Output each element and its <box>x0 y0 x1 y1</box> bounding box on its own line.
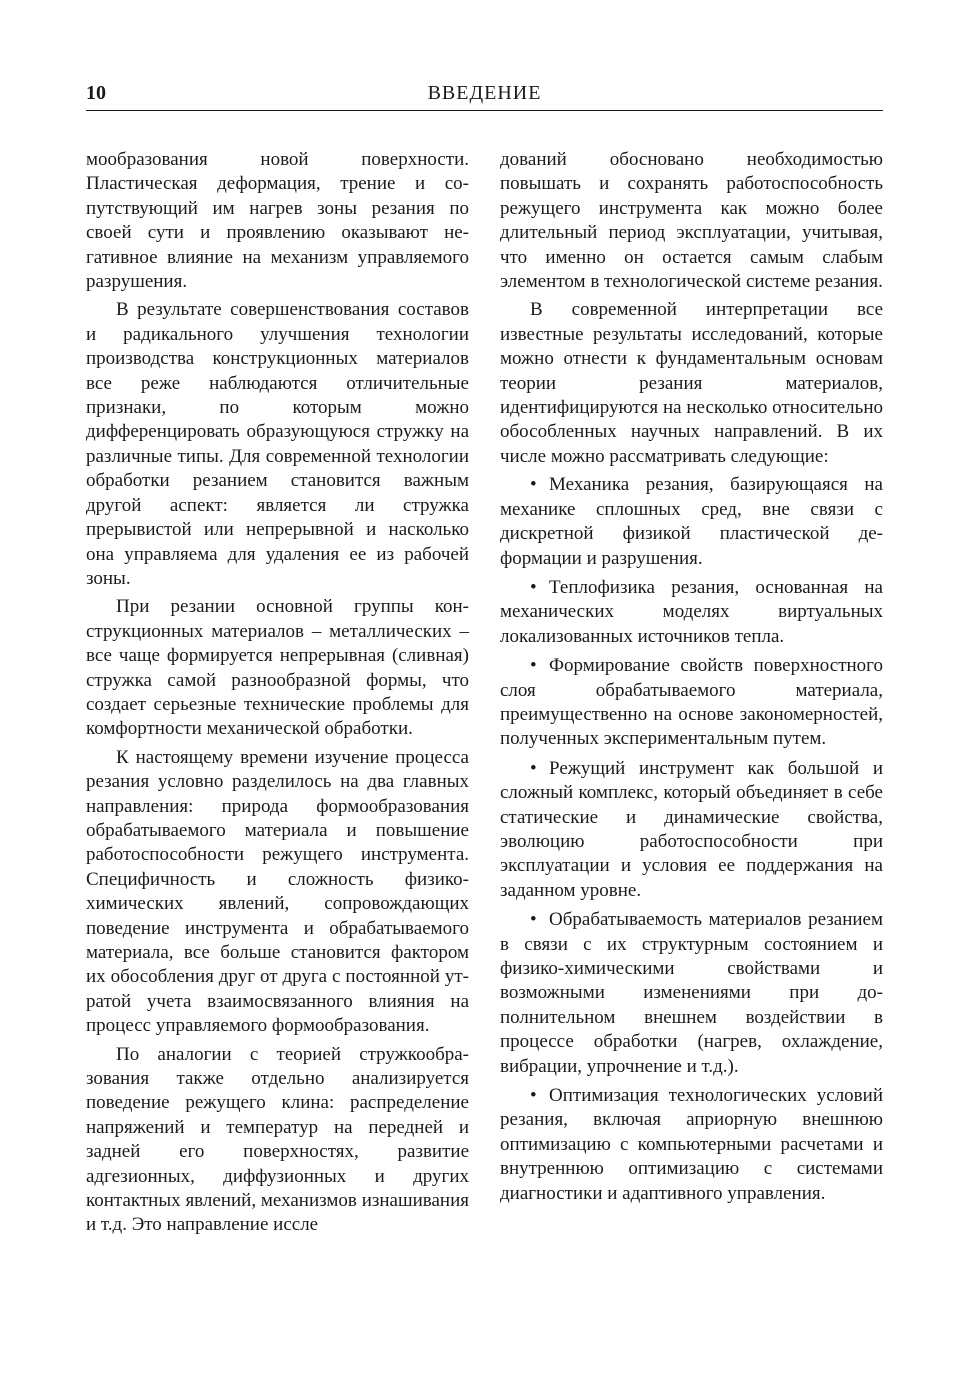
paragraph: При резании основной группы конструкционных материалов – металлических – все чаще формируется непрерывная (сливная) стружка самой разнообразной формы, что создает серьезные технические проблемы для комфортности механической обработки. <box>86 596 469 740</box>
bullet-item <box>500 757 883 903</box>
bullet-text: Обрабатываемость материалов резанием в связи с их структурным состоянием и физико-химическими свойствами и возможными изменениями при дополнительном внешнем воздействии в процессе обработки (нагрев, охлаждение, вибрации, упрочнение и т.д.). <box>500 909 883 1077</box>
paragraph: мообразования новой поверхности. Пластическая деформация, трение и сопутствующий им нагрев зоны резания по своей сути и проявлению оказывают негативное влияние на механизм управляемого разрушения. <box>86 149 469 293</box>
bullet-icon: • <box>530 474 537 496</box>
page-number: 10 <box>86 82 106 104</box>
paragraph: В современной интерпретации все известные результаты исследований, которые можно отнести к фундаментальным основам теории резания материалов, идентифицируются на несколько относительно обособленных научных направлений. В их числе можно рассматривать следующие: <box>500 299 883 467</box>
bullet-icon: • <box>530 655 537 677</box>
left-column <box>86 148 469 1242</box>
bullet-text: Теплофизика резания, основанная на механических моделях виртуальных локализованных источников тепла. <box>500 576 883 647</box>
bullet-item <box>500 908 883 1079</box>
running-head: ВВЕДЕНИЕ <box>427 82 542 104</box>
bullet-text: Формирование свойств поверхностного слоя обрабатываемого материала, преимущественно на основе закономерностей, полученных экспериментальным путем. <box>500 655 883 750</box>
paragraph: По аналогии с теорией стружкообразования также отдельно анализируется поведение режущего клина: распределение напряжений и температур на передней и задней его поверхностях, развитие адгезионных, диффузионных и других контактных явлений, механизмов изнашивания и т.д. Это направление иссле <box>86 1043 469 1236</box>
bullet-icon: • <box>530 757 537 779</box>
bullet-item <box>500 473 883 571</box>
paragraph: В результате совершенствования составов и радикального улучшения технологии производства конструкционных материалов все реже наблюдаются отличительные признаки, по которым можно дифференцировать образующуюся стружку на различные типы. Для современной технологии обработки резанием становится важным другой аспект: является ли стружка прерывистой или непрерывной и насколько она управляема для удаления ее из рабочей зоны. <box>86 299 469 589</box>
bullet-icon: • <box>530 576 537 598</box>
bullet-item <box>500 654 883 752</box>
bullet-text: Механика резания, базирующаяся на механике сплошных сред, вне связи с дискретной физикой пластической деформации и разрушения. <box>500 474 883 569</box>
paragraph: К настоящему времени изучение процесса резания условно разделилось на два главных направления: природа формообразования обрабатываемого материала и повышение работоспособности режущего инструмента. Специфичность и сложность физико-химических явлений, сопровождающих поведение инструмента и обрабатываемого материала, все больше становится фактором их обособления друг от друга с постоянной утратой учета взаимосвязанного влияния на процесс управляемого формообразования. <box>86 746 469 1037</box>
bullet-icon: • <box>530 909 537 931</box>
bullet-item <box>500 1084 883 1206</box>
page-header <box>86 80 883 111</box>
bullet-item <box>500 576 883 649</box>
bullet-text: Оптимизация технологических условий резания, включая априорную внешнюю оптимизацию с компьютерными расчетами и внутреннюю оптимизацию с системами диагностики и адаптивного управления. <box>500 1085 883 1204</box>
paragraph: дований обосновано необходимостью повышать и сохранять работоспособность режущего инструмента как можно более длительный период эксплуатации, учитывая, что именно он остается самым слабым элементом в технологической системе резания. <box>500 149 883 293</box>
bullet-text: Режущий инструмент как большой и сложный комплекс, который объединяет в себе статические и динамические свойства, эволюцию работоспособности при эксплуатации и условия ее поддержания на заданном уровне. <box>500 757 883 901</box>
right-column <box>500 148 883 1211</box>
bullet-icon: • <box>530 1085 537 1107</box>
